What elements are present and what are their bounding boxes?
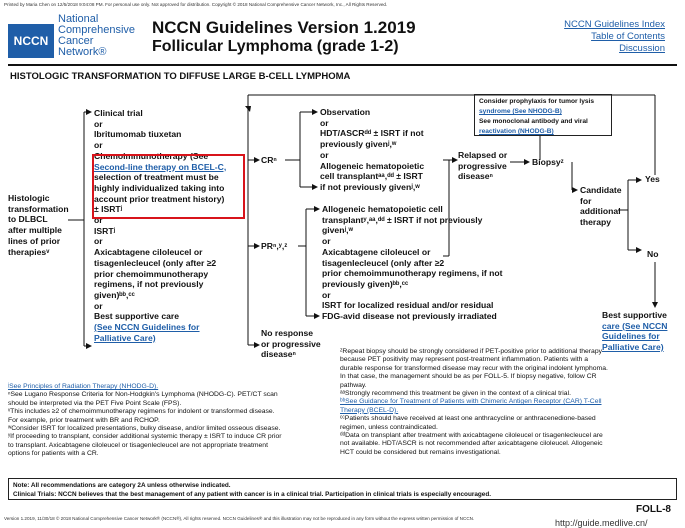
therapy-line: tisagenlecleucel (only after ≥2	[94, 257, 217, 268]
footnote: ᶜᶜPatients should have received at least one anthracycline or anthracenedione-based	[340, 415, 596, 423]
pr-line: ISRT for localized residual and/or residual	[322, 300, 494, 311]
candidate-line: additional	[580, 206, 621, 217]
therapy-options	[94, 108, 250, 343]
nhodg-b-link[interactable]: reactivation (NHODG-B)	[479, 128, 554, 135]
pr-options	[322, 204, 512, 322]
therapy-line: ISRTʲ	[94, 225, 116, 236]
footnote: durable response for transformed disease may recur with the original indolent lymphoma.	[340, 364, 608, 372]
cr-line: Allogeneic hematopoietic	[320, 160, 425, 171]
footnote: regimen, unless contraindicated.	[340, 423, 438, 431]
no-branch: No	[647, 249, 659, 259]
start-condition	[8, 193, 69, 257]
org-name-line: National	[58, 13, 99, 25]
footnote: ᵃᵃStrongly recommend this treatment be given in the context of a clinical trial.	[340, 390, 571, 398]
nccn-logo: NCCN	[8, 24, 54, 58]
pr-line: or	[322, 236, 331, 247]
pr-line: or	[322, 289, 331, 300]
page-subtitle: Follicular Lymphoma (grade 1-2)	[152, 38, 399, 55]
org-name-line: Comprehensive	[58, 24, 136, 36]
biopsy-step: Biopsyᶻ	[532, 157, 564, 167]
yes-branch: Yes	[645, 174, 660, 184]
start-line: transformation	[8, 203, 69, 214]
pr-label: PRⁿ,ʸ,ᶻ	[261, 241, 288, 251]
page-title: NCCN Guidelines Version 1.2019	[152, 18, 416, 37]
footnotes-left	[8, 383, 338, 459]
start-line: to DLBCL	[8, 214, 48, 225]
therapy-line: or	[94, 300, 103, 311]
org-name-line: Cancer	[58, 35, 94, 47]
cr-options	[320, 107, 448, 193]
cr-line: HDT/ASCRᵈᵈ ± ISRT if not	[320, 128, 424, 139]
page-code: FOLL-8	[636, 504, 671, 515]
pr-line: Allogeneic hematopoietic cell	[322, 204, 443, 214]
therapy-line: or	[94, 118, 103, 129]
footer-version: Version 1.2019, 11/30/18 © 2018 National Comprehensive Cancer Network® (NCCN®), All rights reserved. NCCN Guidelines® and this illustration may not be reproduced in any form without the express written permission of NCCN.	[4, 516, 475, 521]
highlight-box	[92, 154, 245, 219]
pr-line: previously given)ᵇᵇ,ᶜᶜ	[322, 278, 409, 289]
therapy-line: Chemoimmunotherapy (See	[94, 150, 209, 161]
pr-line: transplantʸ,ᵃᵃ,ᵈᵈ ± ISRT if not previously	[322, 214, 483, 225]
watermark-url: http://guide.medlive.cn/	[555, 518, 648, 528]
cr-line: cell transplantᵃᵃ,ᵈᵈ ± ISRT	[320, 171, 423, 182]
cr-line: previously givenʲ,ʷ	[320, 139, 397, 150]
candidate-line: Candidate	[580, 185, 622, 195]
footnote: ᵈᵈData on transplant after treatment with axicabtagene ciloleucel or tisagenlecleucel are	[340, 432, 603, 440]
pr-line: FDG-avid disease not previously irradiated	[322, 311, 497, 322]
consider-box	[474, 94, 612, 136]
relapsed-line: Relapsed or	[458, 150, 508, 160]
relapsed-disease	[458, 150, 507, 182]
footnote: HCT could be considered but remains investigational.	[340, 448, 501, 456]
footnote: ᶻRepeat biopsy should be strongly considered if PET-positive prior to additional therapy	[340, 348, 602, 355]
start-line: Histologic	[8, 193, 50, 203]
footnotes-right	[340, 348, 680, 457]
start-line: after multiple	[8, 225, 62, 236]
pr-line: givenʲ,ʷ	[322, 225, 353, 236]
footnote[interactable]: ᵇᵇSee Guidance for Treatment of Patients with Chimeric Antigen Receptor (CAR) T-Cell	[340, 398, 602, 406]
pr-line: tisagenlecleucel (only after ≥2	[322, 257, 445, 268]
consider-line: Consider prophylaxis for tumor lysis	[479, 98, 595, 105]
second-line-therapy-link[interactable]: Second-line therapy on BCEL-C,	[94, 161, 227, 172]
footnote: ᵛThis includes ≥2 of chemoimmunotherapy regimens for indolent or transformed disease.	[8, 408, 275, 416]
footnote: not available. HDT/ASCR is not recommended after axicabtagene ciloleucel. Allogeneic	[340, 440, 603, 448]
no-response-line: diseaseⁿ	[261, 349, 296, 360]
therapy-line: regimens, if not previously	[94, 279, 204, 290]
cr-line: if not previously givenʲ,ʷ	[320, 181, 420, 192]
nhodg-b-link[interactable]: syndrome (See NHODG-B)	[479, 108, 562, 115]
footnote: In that case, the management should be as per FOLL-5. If biopsy negative, follow CR	[340, 373, 597, 381]
no-response	[261, 328, 321, 360]
therapy-line: Axicabtagene ciloleucel or	[94, 247, 203, 258]
best-supportive-care	[602, 310, 667, 353]
candidate-line: therapy	[580, 217, 612, 228]
therapy-line: ± ISRTʲ	[94, 204, 123, 215]
discussion-link[interactable]: Discussion	[619, 43, 665, 54]
cr-line: Observation	[320, 107, 371, 117]
pr-line: Axicabtagene ciloleucel or	[322, 246, 431, 257]
print-notice: Printed by Maria Chen on 12/5/2018 9:04:08 PM. For personal use only. Not approved for distribution. Copyright © 2018 National Comprehensive Cancer Network, Inc., All Rights Reserved.	[4, 2, 388, 7]
cr-line: or	[320, 149, 329, 160]
no-response-line: No response	[261, 328, 314, 338]
footnote: pathway.	[340, 381, 367, 389]
cr-line: or	[320, 117, 329, 128]
therapy-line: or	[94, 215, 103, 226]
footnote: should be interpreted via the PET Five Point Scale (FPS).	[8, 399, 182, 407]
note-box	[8, 478, 677, 500]
therapy-line: or	[94, 236, 103, 247]
therapy-line: highly individualized taking into	[94, 182, 225, 193]
supportive-line: Best supportive	[602, 310, 667, 320]
therapy-line: given)ᵇᵇ,ᶜᶜ	[94, 289, 135, 300]
note-line: Clinical Trials: NCCN believes that the best management of any patient with cancer is in a clinical trial. Participation in clinical trials is especially encouraged.	[13, 491, 492, 498]
cr-label: CRⁿ	[261, 155, 277, 165]
palliative-care-link[interactable]: care (See NCCN	[602, 320, 668, 331]
footnote[interactable]: Therapy (BCEL-D).	[340, 406, 399, 414]
footnote: ⁿSee Lugano Response Criteria for Non-Hodgkin's Lymphoma (NHODG-C). PET/CT scan	[8, 391, 278, 399]
consider-line: See monoclonal antibody and viral	[479, 118, 588, 125]
org-name-line: Network®	[58, 46, 107, 58]
therapy-line: Best supportive care	[94, 311, 180, 322]
no-response-line: or progressive	[261, 338, 321, 349]
footnote[interactable]: ʲSee Principles of Radiation Therapy (NHODG-D).	[8, 383, 159, 390]
table-of-contents-link[interactable]: Table of Contents	[591, 31, 665, 42]
palliative-care-link[interactable]: (See NCCN Guidelines for	[94, 322, 200, 333]
therapy-line: Clinical trial	[94, 108, 143, 118]
footnote: ʷConsider ISRT for localized presentations, bulky disease, and/or limited osseous disease.	[8, 425, 281, 433]
footnote: because PET positivity may represent post-treatment inflammation. Patients with a	[340, 356, 589, 364]
guidelines-index-link[interactable]: NCCN Guidelines Index	[564, 19, 665, 30]
pr-line: prior chemoimmunotherapy regimens, if not	[322, 268, 503, 279]
footnote: For example, prior treatment with BR and RCHOP.	[8, 416, 160, 424]
therapy-line: or	[94, 140, 103, 151]
palliative-care-link[interactable]: Palliative Care)	[602, 342, 664, 353]
footnote: ʸIf proceeding to transplant, consider additional systemic therapy ± ISRT to induce CR prior	[8, 433, 282, 441]
start-line: lines of prior	[8, 235, 61, 246]
therapy-line: Ibritumomab tiuxetan	[94, 129, 182, 140]
therapy-line: prior chemoimmunotherapy	[94, 268, 209, 279]
therapy-line: selection of treatment must be	[94, 172, 219, 183]
footnote: options for patients with a CR.	[8, 450, 99, 458]
candidate-for-therapy	[580, 185, 622, 228]
palliative-care-link[interactable]: Palliative Care)	[94, 332, 156, 343]
note-line: Note: All recommendations are category 2A unless otherwise indicated.	[13, 482, 231, 489]
candidate-line: for	[580, 195, 592, 206]
palliative-care-link[interactable]: Guidelines for	[602, 331, 660, 342]
section-title: HISTOLOGIC TRANSFORMATION TO DIFFUSE LARGE B-CELL LYMPHOMA	[10, 71, 351, 82]
relapsed-line: progressive	[458, 160, 507, 171]
relapsed-line: diseaseⁿ	[458, 171, 493, 182]
therapy-line: account prior treatment history)	[94, 193, 225, 204]
footnote: to transplant. Axicabtagene ciloleucel or tisagenlecleucel are not appropriate treatment	[8, 441, 268, 449]
start-line: therapiesᵛ	[8, 246, 50, 257]
